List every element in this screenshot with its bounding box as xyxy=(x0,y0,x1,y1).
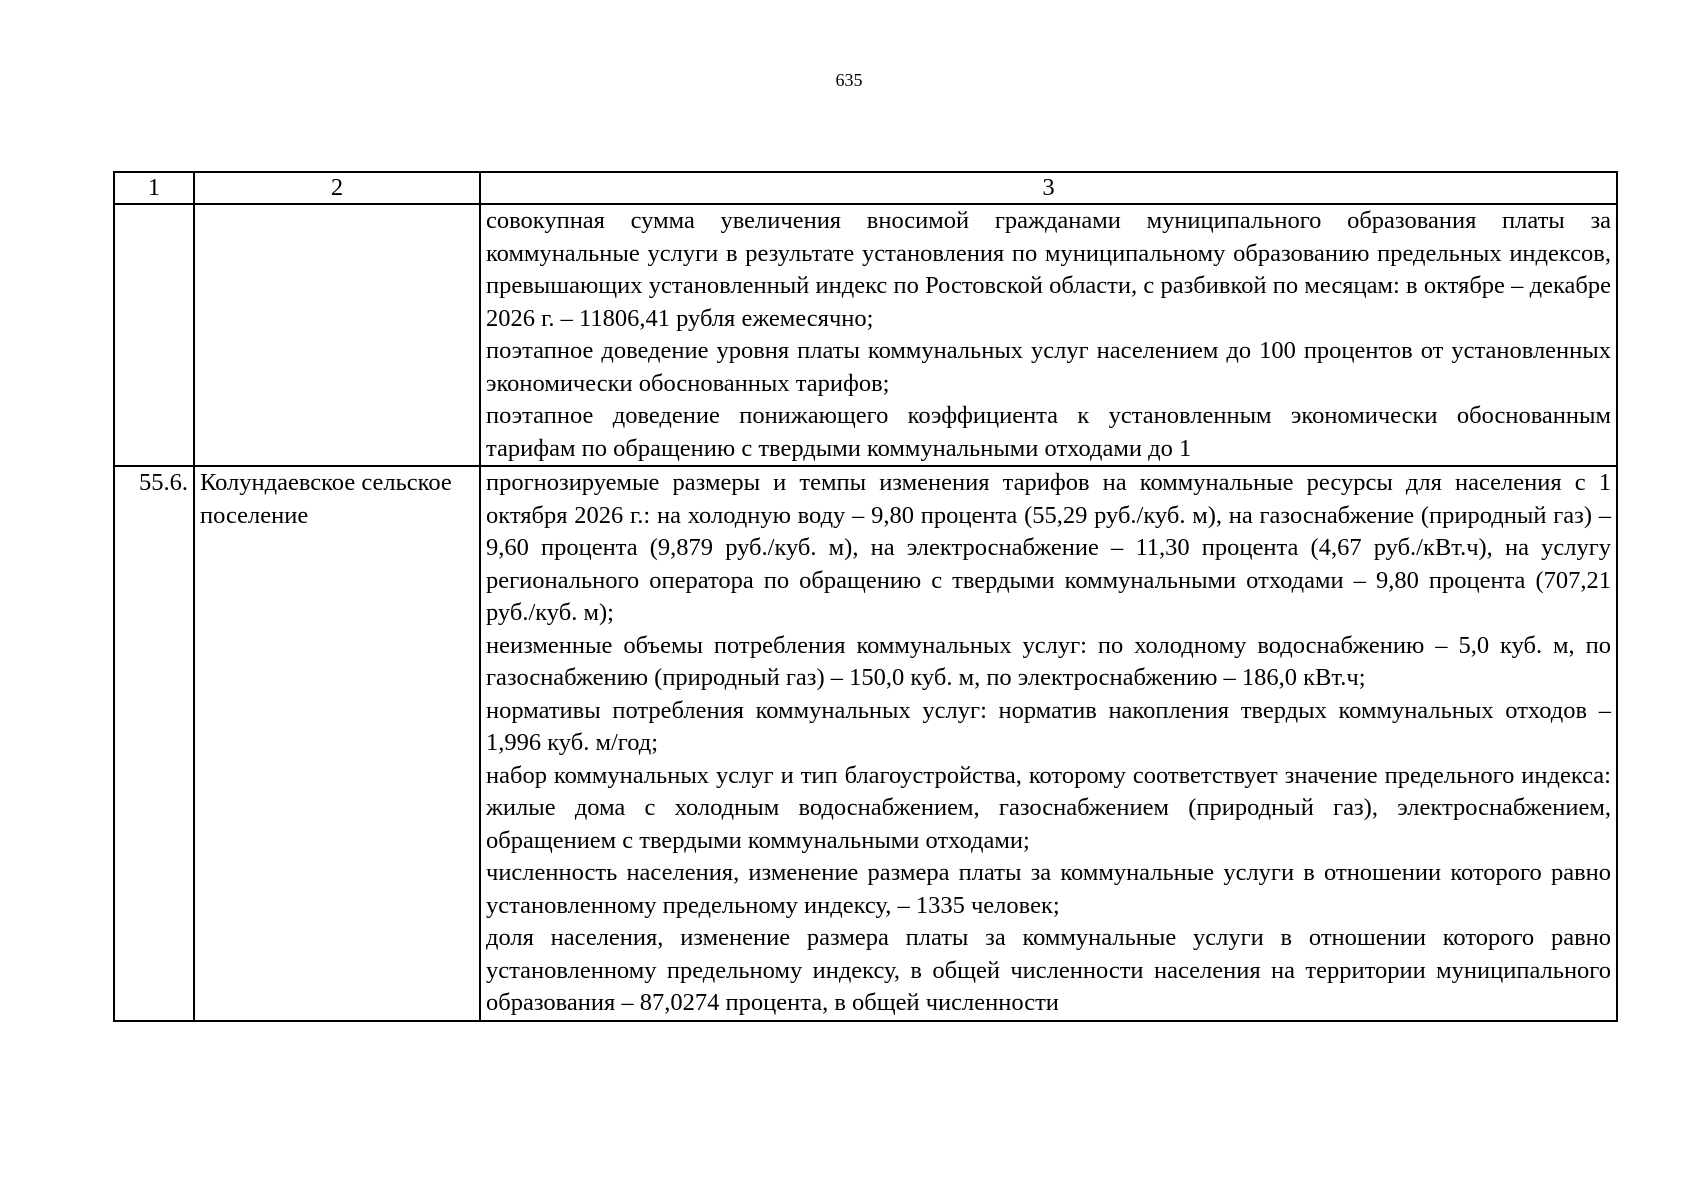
description-paragraph: поэтапное доведение уровня платы коммунальных услуг населением до 100 процентов от установленных экономически обоснованных тарифов; xyxy=(486,337,1611,397)
table-row-continuation xyxy=(114,204,1617,466)
row-number-cell: 55.6. xyxy=(114,466,194,1021)
row-description-cell xyxy=(480,466,1617,1021)
tariff-table xyxy=(113,171,1618,1022)
description-paragraph: доля населения, изменение размера платы за коммунальные услуги в отношении которого равно установленному предельному индексу, в общей численности населения на территории муниципального образования – 87,0274 процента, в общей численности xyxy=(486,924,1611,1016)
description-paragraph: неизменные объемы потребления коммунальных услуг: по холодному водоснабжению – 5,0 куб. м, по газоснабжению (природный газ) – 150,0 куб. м, по электроснабжению – 186,0 кВт.ч; xyxy=(486,631,1611,691)
description-paragraph: набор коммунальных услуг и тип благоустройства, которому соответствует значение предельного индекса: жилые дома с холодным водоснабжением, газоснабжением (природный газ), электроснабжением, обращением с твердыми коммунальными отходами; xyxy=(486,761,1611,854)
description-paragraph: совокупная сумма увеличения вносимой гражданами муниципального образования платы за коммунальные услуги в результате установления по муниципальному образованию предельных индексов, превышающих установленный индекс по Ростовской области, с разбивкой по месяцам: в октябре – декабре 2026 г. – 11806,41 рубля ежемесячно; xyxy=(486,207,1611,332)
row-description-cell xyxy=(480,204,1617,466)
row-name-cell: Колундаевское сельское поселение xyxy=(194,466,480,1021)
row-name-cell xyxy=(194,204,480,466)
description-paragraph: нормативы потребления коммунальных услуг: норматив накопления твердых коммунальных отходов – 1,996 куб. м/год; xyxy=(486,696,1611,756)
description-paragraph: поэтапное доведение понижающего коэффициента к установленным экономически обоснованным тарифам по обращению с твердыми коммунальными отходами до 1 xyxy=(486,402,1611,462)
row-number-cell xyxy=(114,204,194,466)
header-col-3: 3 xyxy=(480,172,1617,204)
table-row-55-6 xyxy=(114,466,1617,1021)
header-col-2: 2 xyxy=(194,172,480,204)
header-col-1: 1 xyxy=(114,172,194,204)
description-paragraph: прогнозируемые размеры и темпы изменения тарифов на коммунальные ресурсы для населения с 1 октября 2026 г.: на холодную воду – 9,80 процента (55,29 руб./куб. м), на газоснабжение (природный газ) – 9,60 процента (9,879 руб./куб. м), на электроснабжение – 11,30 процента (4,67 руб./кВт.ч), на услугу регионального оператора по обращению с твердыми коммунальными отходами – 9,80 процента (707,21 руб./куб. м); xyxy=(486,469,1611,626)
description-paragraph: численность населения, изменение размера платы за коммунальные услуги в отношении которого равно установленному предельному индексу, – 1335 человек; xyxy=(486,859,1611,919)
page-number: 635 xyxy=(835,70,863,90)
table-header-row xyxy=(114,172,1617,204)
